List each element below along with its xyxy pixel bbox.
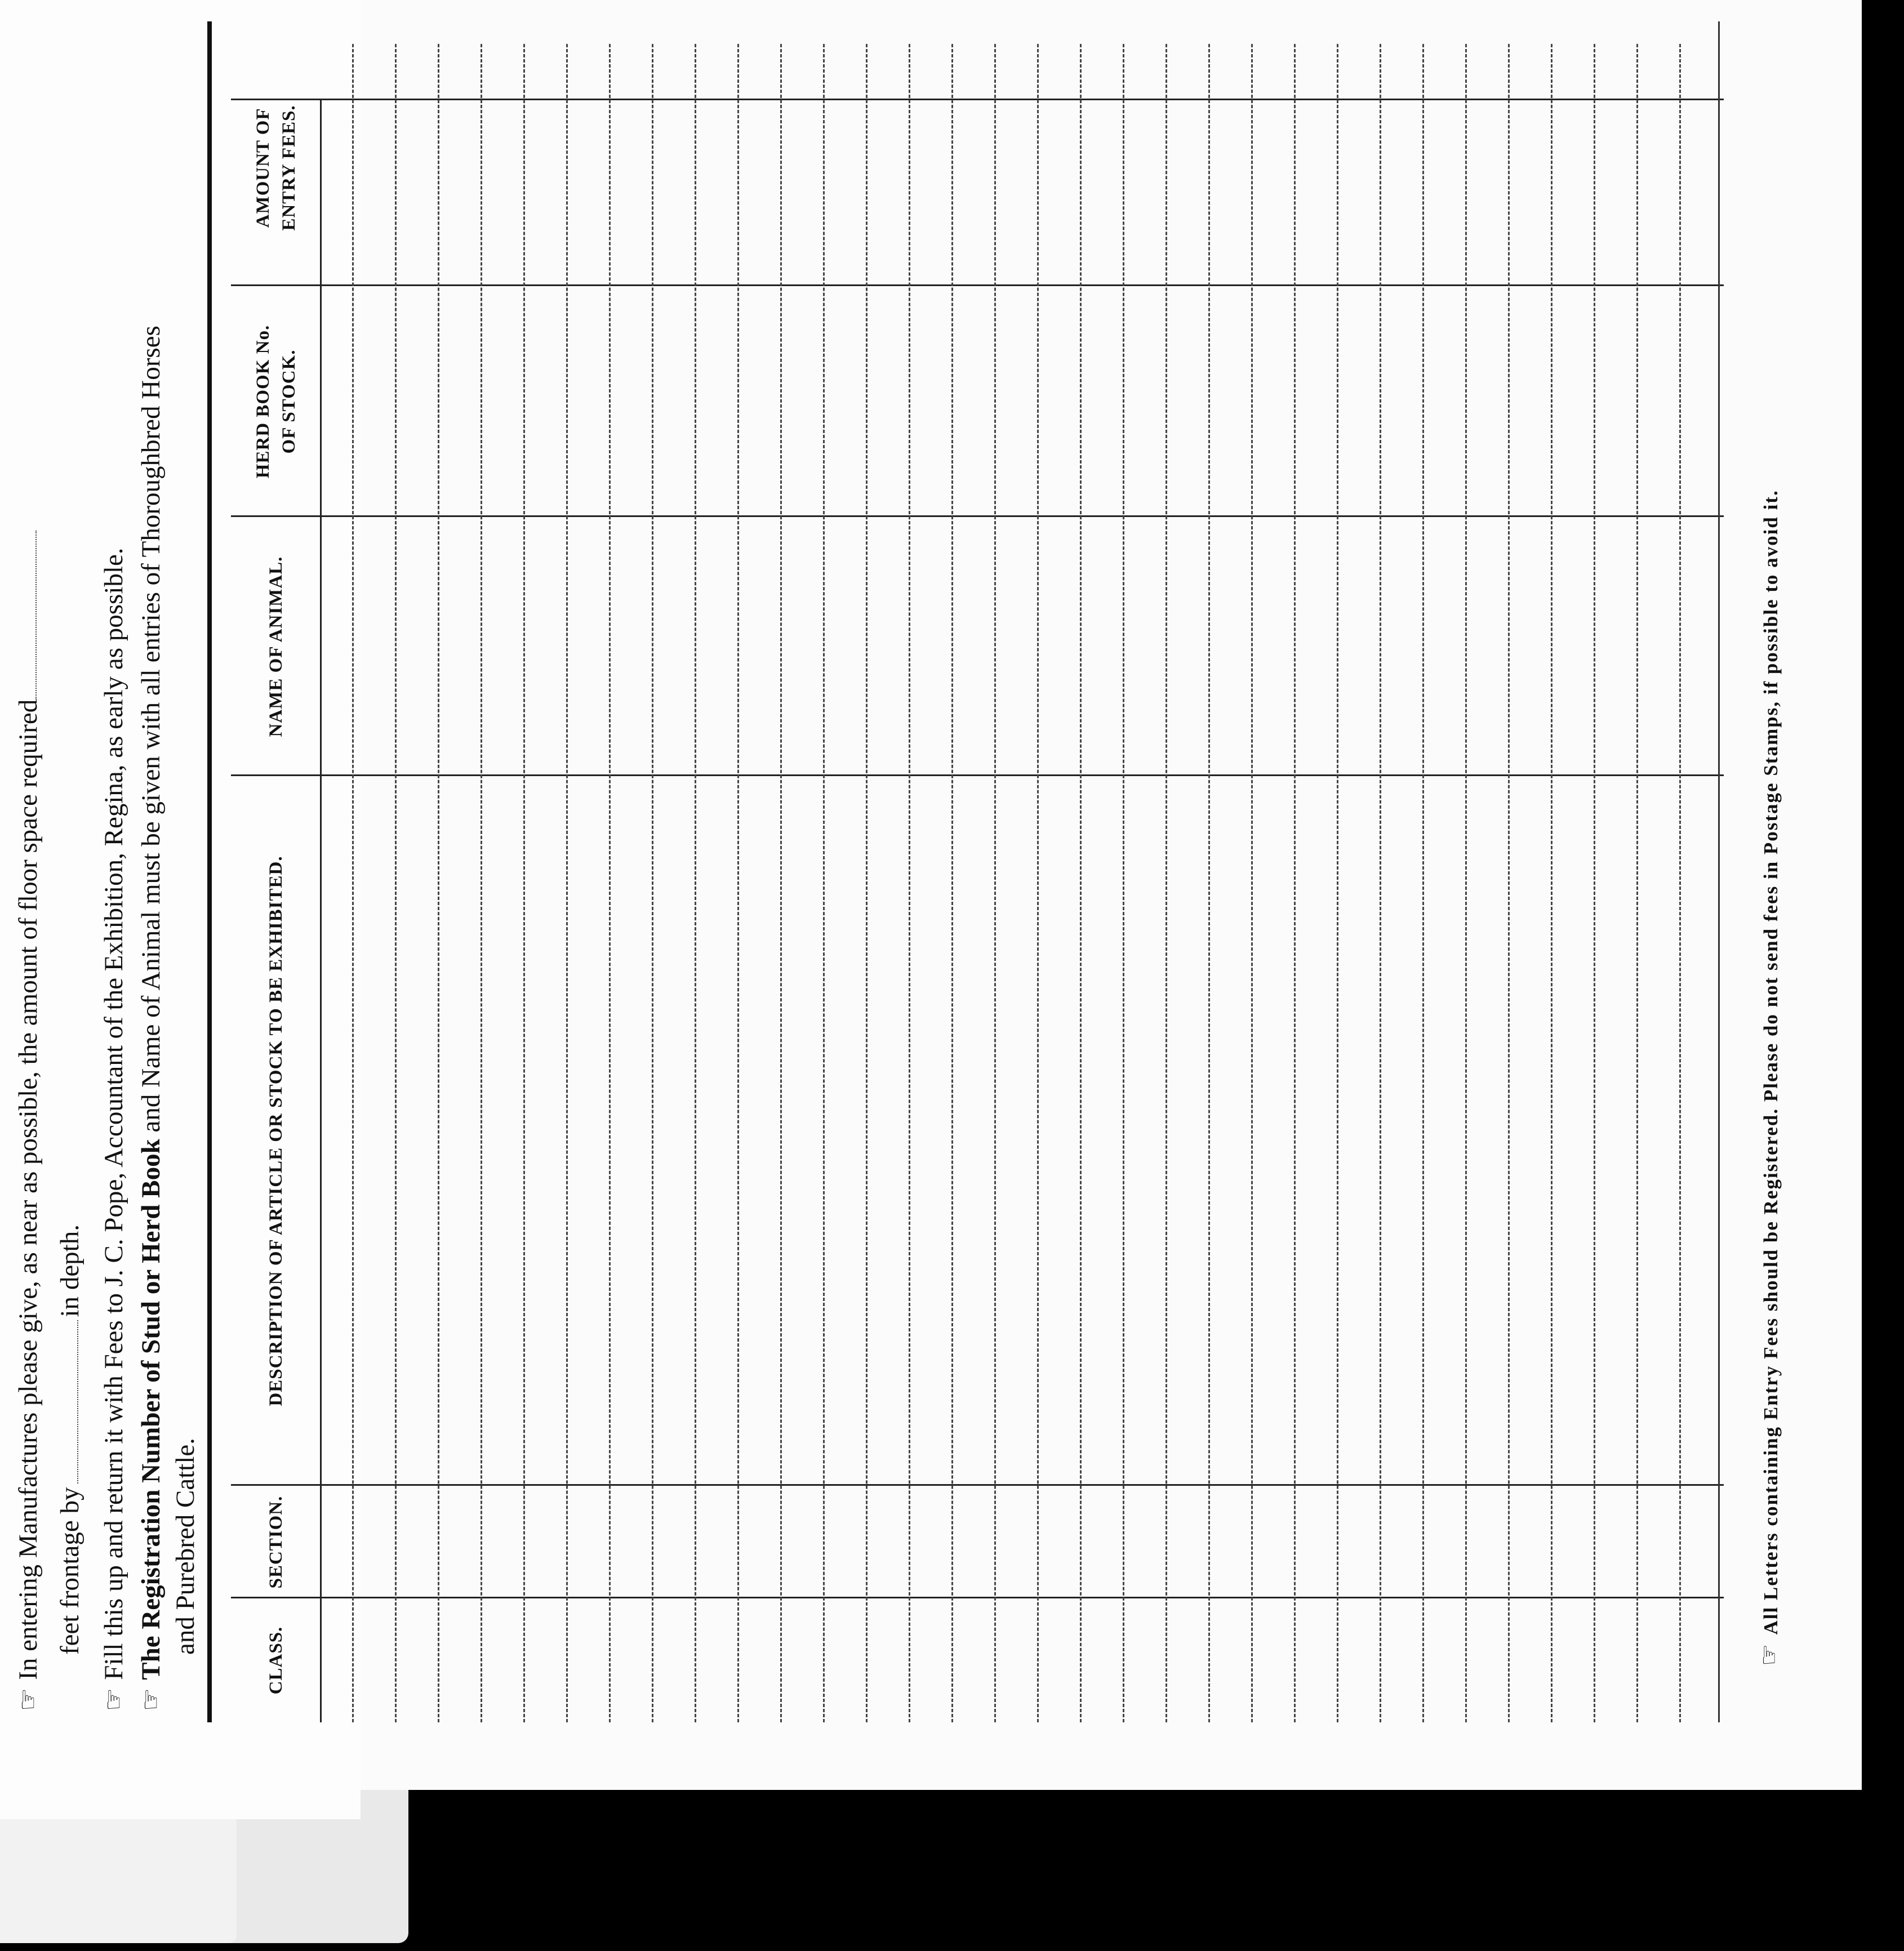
column-divider (231, 515, 1724, 517)
footer-text: All Letters containing Entry Fees should be Registered. Please do not send fees in Postage Stamps, if possible to avoid it. (1760, 489, 1782, 1635)
entry-row-line (909, 44, 910, 1722)
header-bottom-rule (320, 100, 322, 1722)
entry-row-line (1208, 44, 1210, 1722)
entry-row-line (1165, 44, 1167, 1722)
registration-cont-text: and Purebred Cattle. (171, 1437, 200, 1655)
frontage-line (54, 1224, 86, 1655)
column-divider (231, 284, 1724, 286)
entry-row-line (737, 44, 739, 1722)
manufactures-text: In entering Manufactures please give, as near as possible, the amount of floor space required (14, 699, 43, 1680)
table-top-rule (207, 21, 212, 1722)
entry-row-line (523, 44, 525, 1722)
entry-row-line (1080, 44, 1082, 1722)
column-divider (231, 1484, 1724, 1486)
entry-row-line (481, 44, 482, 1722)
fill-instruction (97, 547, 130, 1711)
entry-row-line (994, 44, 996, 1722)
header-entry-fees: AMOUNT OF ENTRY FEES. (253, 105, 299, 231)
entry-row-line (566, 44, 568, 1722)
entry-row-line (823, 44, 825, 1722)
entry-row-line (1294, 44, 1296, 1722)
column-divider (231, 774, 1724, 776)
column-divider (231, 1597, 1724, 1598)
registration-continuation (169, 1438, 202, 1655)
entry-row-line (1422, 44, 1424, 1722)
entry-row-line (1508, 44, 1510, 1722)
entry-row-line (780, 44, 782, 1722)
entry-row-line (1594, 44, 1595, 1722)
registration-instruction (134, 326, 167, 1711)
header-section: SECTION. (266, 1495, 286, 1589)
entry-row-line (438, 44, 439, 1722)
entry-row-line (1123, 44, 1124, 1722)
header-class: CLASS. (266, 1626, 286, 1695)
manufactures-instruction (11, 531, 45, 1711)
entry-row-line (1636, 44, 1638, 1722)
column-divider (231, 99, 1724, 100)
entry-row-line (1037, 44, 1039, 1722)
entry-row-line (1679, 44, 1681, 1722)
header-description: DESCRIPTION OF ARTICLE OR STOCK TO BE EXHIBITED. (266, 856, 286, 1406)
entry-row-line (609, 44, 611, 1722)
entry-row-line (1380, 44, 1381, 1722)
entry-row-line (695, 44, 696, 1722)
header-herd-book: HERD BOOK No. OF STOCK. (253, 324, 299, 479)
frontage-depth-blank[interactable] (57, 1320, 78, 1484)
pointing-hand-icon: ☞ (98, 1687, 128, 1711)
entry-row-line (395, 44, 397, 1722)
pointing-hand-icon: ☞ (12, 1687, 43, 1711)
pointing-hand-icon: ☞ (1755, 1642, 1783, 1666)
entry-row-line (951, 44, 953, 1722)
entry-row-line (1465, 44, 1467, 1722)
fill-text: Fill this up and return it with Fees to J. C. Pope, Accountant of the Exhibition, Regina, as early as possible. (99, 547, 128, 1680)
header-name-of-animal: NAME OF ANIMAL. (266, 556, 286, 737)
entry-row-line (1251, 44, 1253, 1722)
entry-row-line (352, 44, 354, 1722)
floor-space-blank[interactable] (15, 531, 37, 700)
registration-rest-text: and Name of Animal must be given with all entries of Thoroughbred Horses (136, 326, 166, 1133)
depth-suffix: in depth. (55, 1224, 84, 1317)
entry-row-line (1551, 44, 1552, 1722)
registration-bold-text: The Registration Number of Stud or Herd Book (136, 1139, 166, 1680)
footer-note (1755, 489, 1783, 1666)
table-bottom-rule (1718, 21, 1720, 1722)
frontage-prefix: feet frontage by (55, 1487, 84, 1655)
entry-row-line (1337, 44, 1338, 1722)
pointing-hand-icon: ☞ (135, 1687, 166, 1711)
entry-row-line (652, 44, 653, 1722)
entry-row-line (866, 44, 868, 1722)
